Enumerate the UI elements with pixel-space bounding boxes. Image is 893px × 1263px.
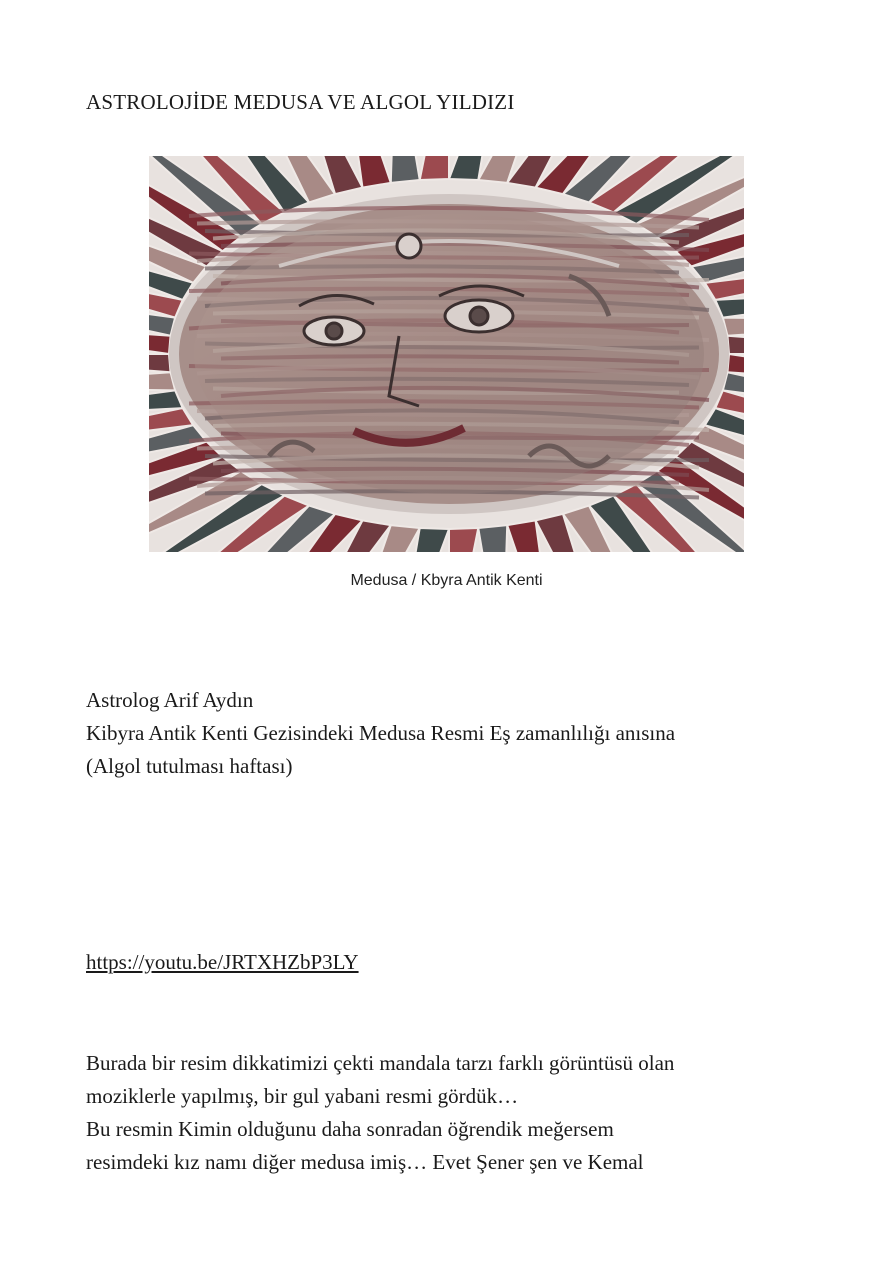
author-block	[86, 684, 675, 783]
body-text	[86, 1047, 674, 1179]
medusa-mosaic-image	[149, 156, 744, 552]
body-line: Burada bir resim dikkatimizi çekti mandala tarzı farklı görüntüsü olan	[86, 1051, 675, 1075]
document-title: ASTROLOJİDE MEDUSA VE ALGOL YILDIZI	[86, 90, 515, 114]
author-subtitle: Kibyra Antik Kenti Gezisindeki Medusa Resmi Eş zamanlılığı anısına	[86, 721, 676, 745]
image-caption: Medusa / Kbyra Antik Kenti	[350, 572, 543, 589]
author-name: Astrolog Arif Aydın	[86, 688, 254, 712]
youtube-link[interactable]: https://youtu.be/JRTXHZbP3LY	[86, 950, 359, 974]
author-note: (Algol tutulması haftası)	[86, 754, 293, 778]
body-line: moziklerle yapılmış, bir gul yabani resmi gördük…	[86, 1084, 519, 1108]
body-line: Bu resmin Kimin olduğunu daha sonradan öğrendik meğersem	[86, 1117, 614, 1141]
body-line: resimdeki kız namı diğer medusa imiş… Evet Şener şen ve Kemal	[86, 1150, 644, 1174]
